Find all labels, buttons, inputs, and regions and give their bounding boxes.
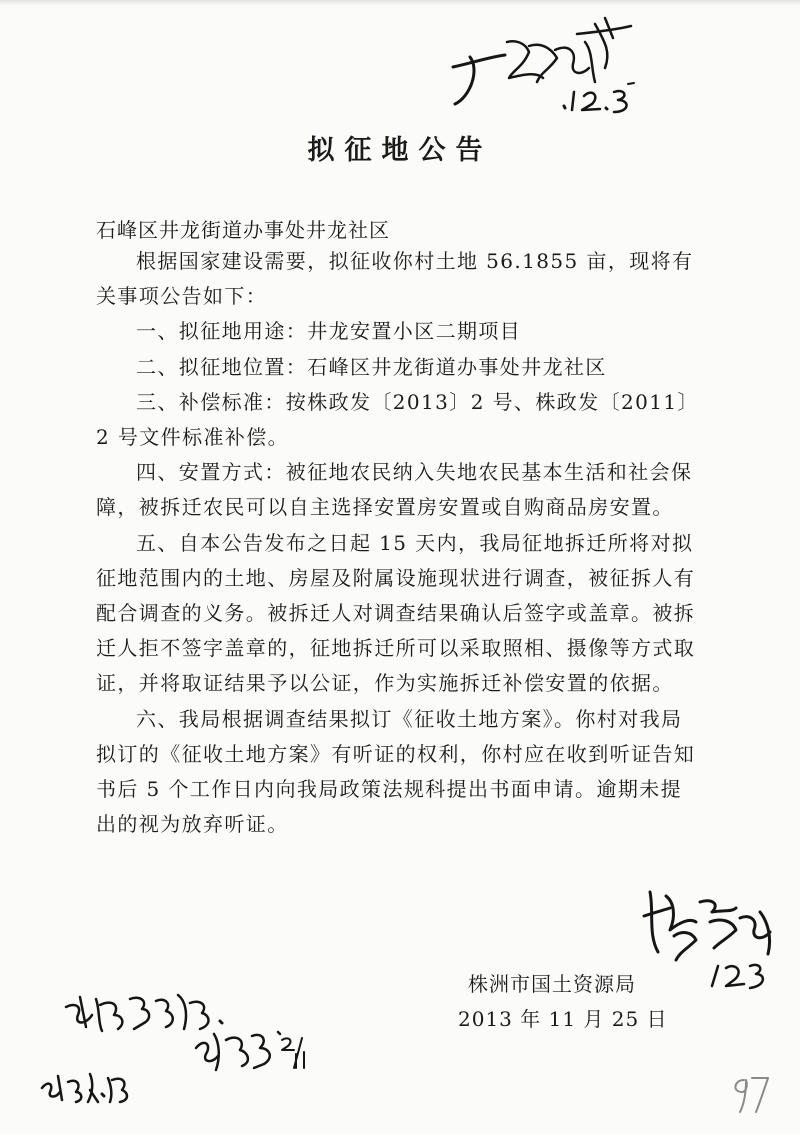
paragraph-item-6: 六、我局根据调查结果拟订《征收土地方案》。你村对我局拟订的《征收土地方案》有听证的权利，你村应在收到听证告知书后 5 个工作日内向我局政策法规科提出书面申请。逾期未提出的视为放弃听证。 [96,706,696,837]
paragraph-item-4: 四、安置方式：被征地农民纳入失地农民基本生活和社会保障，被拆迁农民可以自主选择安置房安置或自购商品房安置。 [96,460,693,520]
issuer-organization: 株洲市国土资源局 [468,972,636,996]
recipient-line: 石峰区井龙街道办事处井龙社区 [96,218,390,242]
paragraph-item-3: 三、补偿标准：按株政发〔2013〕2 号、株政发〔2011〕2 号文件标准补偿。 [96,389,699,450]
handwritten-date-top [556,82,636,118]
handwritten-note-bottom-left [38,1066,134,1106]
paragraph-intro: 根据国家建设需要，拟征收你村土地 56.1855 亩，现将有关事项公告如下： [96,249,694,309]
scan-edge [0,0,800,6]
paragraph-item-1: 一、拟征地用途：井龙安置小区二期项目 [136,319,522,344]
handwritten-signature-right [640,882,790,1002]
handwritten-signature-left [190,1018,310,1074]
issue-date: 2013 年 11 月 25 日 [458,1007,668,1031]
paragraph-item-5: 五、自本公告发布之日起 15 天内，我局征地拆迁所将对拟征地范围内的土地、房屋及附属设施现状进行调查，被征拆人有配合调查的义务。被拆迁人对调查结果确认后签字或盖章。被拆迁人拒不签字盖章的，征地拆迁所可以采取照相、摄像等方式取证，并将取证结果予以公证，作为实施拆迁补偿安置的依据。 [96,530,696,696]
document-title: 拟征地公告 [307,135,493,166]
notice-body [96,244,700,842]
paragraph-item-2: 二、拟征地位置：石峰区井龙街道办事处井龙社区 [136,354,607,379]
page-number-pencil [728,1068,778,1118]
